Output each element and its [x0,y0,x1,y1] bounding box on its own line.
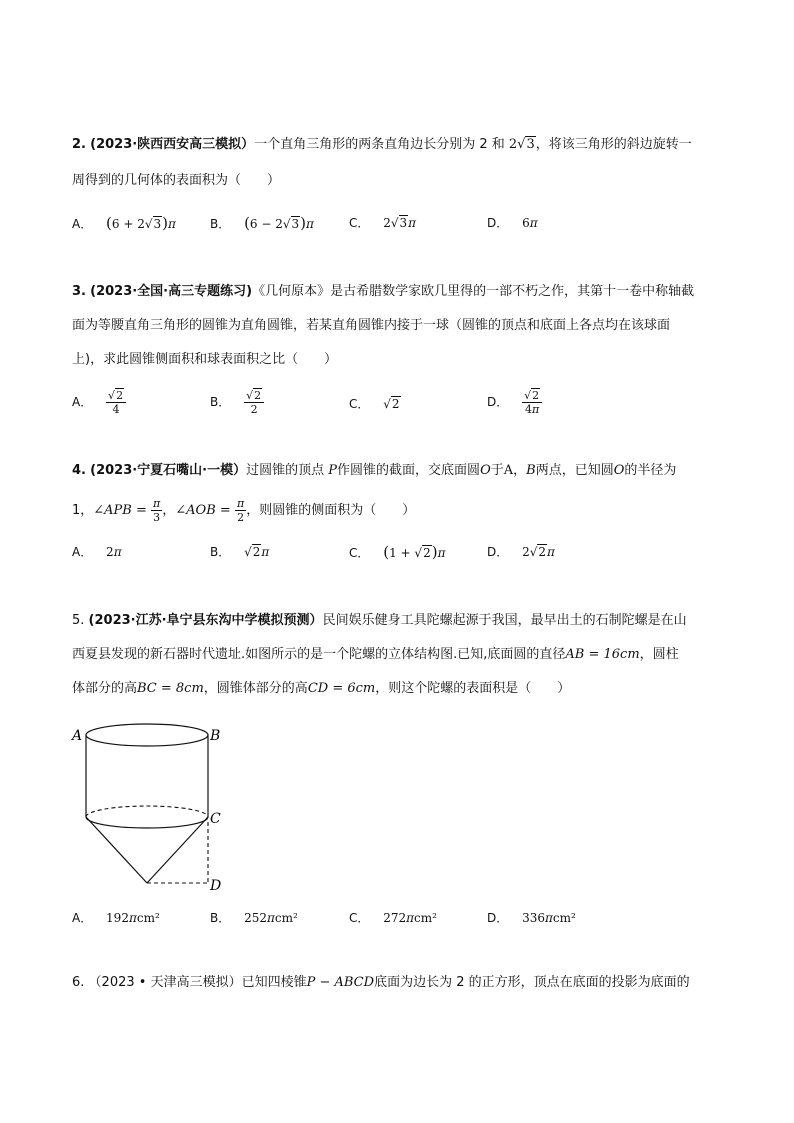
q4-stem-o: O [480,463,491,478]
q2-option-a-label: A． [72,217,93,231]
q3-number: 3. [72,284,86,299]
q2-number: 2. [72,137,86,152]
q5-option-c[interactable] [349,909,437,927]
q4-stem-b1: 1， [72,503,94,518]
q5-stem-b1: 西夏县发现的新石器时代遗址.如图所示的是一个陀螺的立体结构图.已知,底面圆的直径 [72,647,566,662]
q5-option-d[interactable] [487,909,576,927]
q5-stem-line-2 [72,646,679,664]
q4-stem-b3: ，则圆锥的侧面积为（ ） [246,503,416,518]
q4-stem-b: B [526,463,536,478]
q5-source: (2023·江苏·阜宁县东沟中学模拟预测） [88,613,323,628]
q3-option-b[interactable] [210,389,264,416]
q6-stem-a2: 底面为边长为 2 的正方形，顶点在底面的投影为底面的 [374,975,690,990]
q6-source: （2023 • 天津高三模拟） [88,975,242,990]
q5-option-a[interactable] [72,909,160,927]
q5-label-d: D [210,878,222,894]
q2-stem-b: ，将该三角形的斜边旋转一 [535,137,692,152]
q5-label-c: C [210,811,221,827]
q3-stem-line-3 [72,351,337,369]
q2-option-a[interactable] [72,214,176,233]
q5-option-b-label: B． [210,911,231,925]
q3-option-d[interactable] [487,389,542,416]
q5-bc-math: BC = 8cm [137,681,204,696]
q3-stem-c: 上)，求此圆锥侧面积和球表面积之比（ ） [72,352,338,367]
q4-option-d-math: 2√2π [522,545,555,559]
q4-option-a-label: A． [72,545,93,559]
q3-option-c-label: C． [349,397,370,411]
q4-angle-apb: ∠APB = [93,503,147,518]
q2-stem-math: 2√3 [508,137,535,152]
q2-option-b-math: (6 − 2√3)π [244,214,314,232]
q3-option-a[interactable] [72,389,126,416]
q5-option-d-label: D． [487,911,509,925]
q4-stem-a6: 的半径为 [624,463,677,478]
q4-number: 4. [72,463,86,478]
q2-option-b[interactable] [210,214,314,233]
q5-stem-line-3 [72,680,570,698]
q4-stem-line-2 [72,497,415,525]
q5-number: 5. [72,613,85,628]
q5-option-a-math: 192πcm² [106,911,160,925]
q5-top-ellipse [86,724,208,746]
q5-option-d-math: 336πcm² [522,911,576,925]
q5-spinning-top-figure [70,722,230,897]
q5-stem-c1: 体部分的高 [72,681,138,696]
q4-option-c-math: (1 + √2)π [383,543,446,561]
q4-stem-o2: O [613,463,625,478]
q2-source: (2023·陕西西安高三模拟） [90,137,255,152]
q5-cd-math: CD = 6cm [307,681,376,696]
q4-fraction-pi-2: $\frac{\pi}{2}$ [236,497,245,524]
q4-stem-a4: ， [513,463,527,478]
q2-option-b-label: B． [210,217,231,231]
q5-option-a-label: A． [72,911,93,925]
q4-stem-a1: 过圆锥的顶点 [246,463,325,478]
q5-option-c-label: C． [349,911,370,925]
q2-option-c[interactable] [349,214,416,232]
q2-stem-a: 一个直角三角形的两条直角边长分别为 2 和 [254,137,505,152]
q4-stem-p: P [328,463,338,478]
q4-option-b-label: B． [210,545,231,559]
q5-option-b-math: 252πcm² [244,911,298,925]
q2-option-d-label: D． [487,216,509,230]
q6-number: 6. [72,975,85,990]
q4-option-c-label: C． [349,546,370,560]
q4-source: (2023·宁夏石嘴山·一模） [90,463,247,478]
q2-option-c-math: 2√3π [383,216,417,230]
q4-stem-a: A [503,463,514,478]
q4-option-a[interactable] [72,543,122,561]
q3-option-c-math: √2 [383,397,400,411]
q3-stem-a: 《几何原本》是古希腊数学家欧几里得的一部不朽之作，其第十一卷中称轴截 [252,284,695,299]
q4-stem-a2: 作圆锥的截面，交底面圆 [337,463,481,478]
q3-stem-line-2 [72,317,670,335]
q5-stem-c2: ，圆锥体部分的高 [203,681,308,696]
q4-fraction-pi-3: $\frac{\pi}{3}$ [153,497,161,524]
q4-stem-a5: 两点，已知圆 [535,463,614,478]
q5-stem-a: 民间娱乐健身工具陀螺起源于我国，最早出土的石制陀螺是在山 [322,613,687,628]
q6-stem-line-1 [72,974,690,992]
q5-option-c-math: 272πcm² [383,911,437,925]
q5-ab-math: AB = 16cm [565,647,640,662]
q5-label-a: A [72,728,83,744]
q6-pyramid-math: P − ABCD [306,975,375,990]
q3-option-a-label: A． [72,395,93,409]
q4-option-b-math: √2π [244,545,270,559]
q3-stem-line-1 [72,283,694,301]
q3-source: (2023·全国·高三专题练习) [90,284,253,299]
q4-option-d-label: D． [487,545,509,559]
q4-stem-line-1 [72,462,676,480]
q5-stem-c3: ，则这个陀螺的表面积是（ ） [375,681,571,696]
q4-angle-aob: ∠AOB = [175,503,231,518]
q2-stem-line-1 [72,136,692,154]
q2-option-d-math: 6π [522,216,538,230]
q6-stem-a1: 已知四棱锥 [241,975,307,990]
q5-label-b: B [210,728,221,744]
q4-stem-b2: ， [162,503,176,518]
q5-stem-line-1 [72,612,687,630]
q2-option-c-label: C． [349,216,370,230]
q3-option-d-fraction: $\frac{√2}{4\pi}$ [522,389,542,416]
q5-option-b[interactable] [210,909,298,927]
q4-option-d[interactable] [487,543,555,561]
q3-option-d-label: D． [487,395,509,409]
q3-option-a-fraction: $\frac{√2}{4}$ [106,389,126,416]
q2-stem-line-2 [72,172,280,190]
q2-stem-c: 周得到的几何体的表面积为（ ） [72,173,281,188]
q2-option-d[interactable] [487,214,538,232]
q4-option-c[interactable] [349,543,445,562]
q5-bottom-ellipse-back [86,806,208,817]
q2-option-a-math: (6 + 2√3)π [106,214,176,232]
q5-bottom-ellipse-front [86,817,208,828]
q3-option-b-label: B． [210,395,231,409]
q4-option-b[interactable] [210,543,269,561]
q4-stem-a3: 于 [490,463,504,478]
q5-stem-b2: ，圆柱 [639,647,679,662]
q3-option-c[interactable] [349,395,401,413]
q3-stem-b: 面为等腰直角三角形的圆锥为直角圆锥，若某直角圆锥内接于一球（圆锥的顶点和底面上各点均在该球面 [72,318,671,333]
q3-option-b-fraction: $\frac{√2}{2}$ [244,389,264,416]
q4-option-a-math: 2π [106,545,122,559]
